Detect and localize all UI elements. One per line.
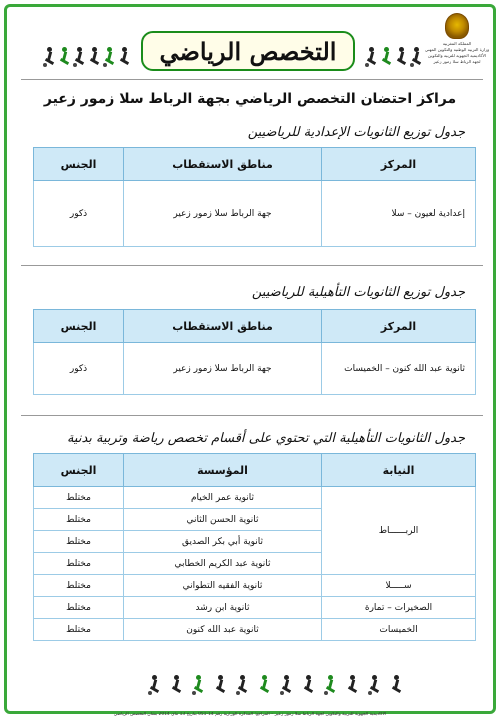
ministry-line: وزارة التربية الوطنية والتكوين المهني — [424, 47, 490, 52]
header — [7, 7, 499, 81]
area-cell: جهة الرباط سلا زمور زعير — [124, 181, 322, 247]
center-cell: ثانوية عبد الله كنون – الخميسات — [322, 343, 476, 395]
ministry-line: المملكة المغربية — [442, 41, 472, 46]
region-cell: الصخيرات – تمارة — [322, 597, 476, 619]
column-header: المؤسسة — [124, 454, 322, 487]
players-left-decoration — [43, 47, 130, 69]
column-header: الجنس — [34, 310, 124, 343]
section2-table — [33, 309, 476, 395]
footnote: الأكاديمية الجهوية للتربية والتكوين لجهة الرباط سلا زمور زعير – المراجع: المذكرة الوزارية رقم 14-051 بتاريخ 13 ماي 2014 بشأن التخصص الرياضي — [113, 712, 387, 717]
section1-title: جدول توزيع الثانويات الإعدادية للرياضيين — [247, 125, 465, 140]
section3-table — [33, 453, 476, 641]
soccer-player-icon — [380, 47, 392, 67]
ministry-line: لجهة الرباط سلا زمور زعير — [433, 59, 481, 64]
soccer-player-icon — [302, 675, 314, 695]
soccer-player-icon — [280, 675, 292, 695]
center-cell: إعدادية لعيون – سلا — [322, 181, 476, 247]
soccer-player-icon — [410, 47, 422, 67]
table-row — [34, 487, 476, 509]
column-header: مناطق الاستقطاب — [124, 148, 322, 181]
main-heading: مراكز احتضان التخصص الرياضي بجهة الرباط سلا زمور زعير — [43, 91, 457, 107]
column-header: الجنس — [34, 148, 124, 181]
table-header-row — [34, 454, 476, 487]
column-header: النيابة — [322, 454, 476, 487]
soccer-player-icon — [365, 47, 377, 67]
gender-cell: مختلط — [34, 575, 124, 597]
players-footer-decoration — [103, 675, 447, 699]
school-cell: ثانوية الفقيه التطواني — [124, 575, 322, 597]
soccer-player-icon — [390, 675, 402, 695]
royal-emblem-icon — [445, 13, 469, 39]
school-cell: ثانوية أبي بكر الصديق — [124, 531, 322, 553]
divider — [21, 415, 483, 416]
soccer-player-icon — [395, 47, 407, 67]
gender-cell: مختلط — [34, 553, 124, 575]
soccer-player-icon — [73, 47, 85, 67]
column-header: الجنس — [34, 454, 124, 487]
page-frame — [4, 4, 496, 717]
region-cell: الخميسات — [322, 619, 476, 641]
section1-table — [33, 147, 476, 247]
school-cell: ثانوية عمر الخيام — [124, 487, 322, 509]
school-cell: ثانوية عبد الكريم الخطابي — [124, 553, 322, 575]
soccer-player-icon — [324, 675, 336, 695]
soccer-player-icon — [118, 47, 130, 67]
column-header: المركز — [322, 310, 476, 343]
column-header: المركز — [322, 148, 476, 181]
school-cell: ثانوية ابن رشد — [124, 597, 322, 619]
footer — [13, 675, 487, 717]
divider — [21, 265, 483, 266]
table-row — [34, 343, 476, 395]
page-title: التخصص الرياضي — [159, 36, 337, 66]
soccer-player-icon — [43, 47, 55, 67]
table-row — [34, 619, 476, 641]
soccer-player-icon — [214, 675, 226, 695]
soccer-player-icon — [236, 675, 248, 695]
school-cell: ثانوية عبد الله كنون — [124, 619, 322, 641]
soccer-player-icon — [58, 47, 70, 67]
gender-cell: ذكور — [34, 343, 124, 395]
gender-cell: مختلط — [34, 531, 124, 553]
soccer-player-icon — [192, 675, 204, 695]
soccer-player-icon — [258, 675, 270, 695]
school-cell: ثانوية الحسن الثاني — [124, 509, 322, 531]
soccer-player-icon — [88, 47, 100, 67]
table-header-row — [34, 310, 476, 343]
table-header-row — [34, 148, 476, 181]
gender-cell: مختلط — [34, 597, 124, 619]
section2-title: جدول توزيع الثانويات التأهيلية للرياضيين — [251, 285, 465, 300]
table-row — [34, 597, 476, 619]
area-cell: جهة الرباط سلا زمور زعير — [124, 343, 322, 395]
soccer-player-icon — [170, 675, 182, 695]
title-banner — [141, 31, 355, 71]
gender-cell: مختلط — [34, 619, 124, 641]
region-cell: الربــــــاط — [322, 487, 476, 575]
ministry-block — [421, 13, 493, 65]
column-header: مناطق الاستقطاب — [124, 310, 322, 343]
soccer-player-icon — [148, 675, 160, 695]
table-row — [34, 575, 476, 597]
gender-cell: مختلط — [34, 487, 124, 509]
soccer-player-icon — [368, 675, 380, 695]
divider — [21, 79, 483, 80]
ministry-line: الأكاديمية الجهوية للتربية والتكوين — [428, 53, 486, 58]
section3-title: جدول الثانويات التأهيلية التي تحتوي على أقسام تخصص رياضة وتربية بدنية — [66, 431, 465, 446]
region-cell: ســـــلا — [322, 575, 476, 597]
gender-cell: مختلط — [34, 509, 124, 531]
soccer-player-icon — [103, 47, 115, 67]
gender-cell: ذكور — [34, 181, 124, 247]
soccer-player-icon — [346, 675, 358, 695]
players-right-decoration — [365, 47, 422, 69]
table-row — [34, 181, 476, 247]
